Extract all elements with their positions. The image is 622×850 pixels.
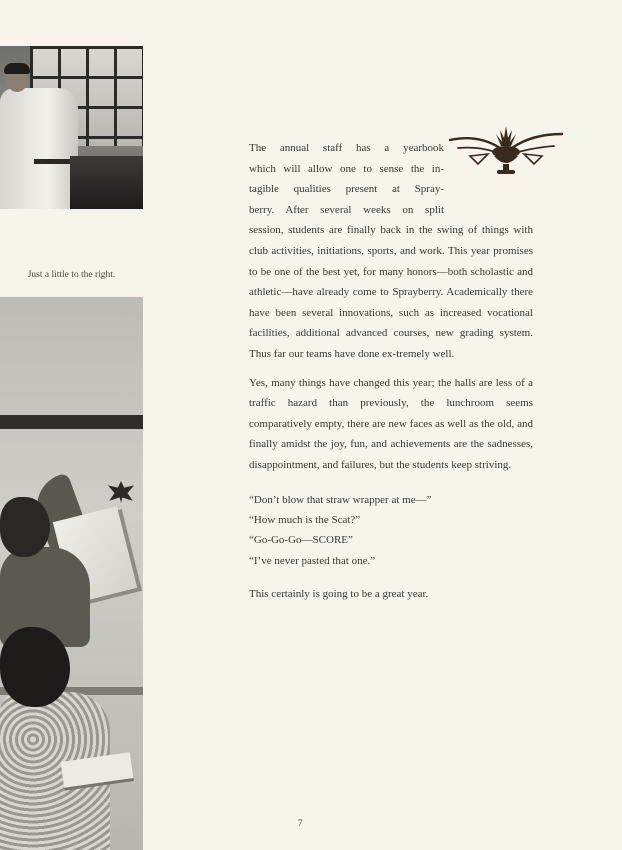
photo-man-body: [0, 88, 78, 209]
intro-line-1: The annual staff has a yearbook: [249, 142, 444, 154]
photo-leaf: [108, 481, 134, 503]
photo-student2-head: [0, 627, 70, 707]
photo-man-at-machine: [0, 46, 143, 209]
intro-line-2: which will allow one to sense the in-: [249, 162, 444, 175]
paragraph-changes: Yes, many things have changed this year; the halls are less of a traffic hazard than previously, the lunchroom seems comparatively empty, there are new faces as well as the old, and finally amidst the joy, fun, and achievements are the sadnesses, disappointment, and failures, but the students keep striving.: [249, 376, 533, 471]
photo-caption: Just a little to the right.: [27, 270, 116, 280]
photo-machine: [70, 156, 143, 209]
quotes-list: [249, 490, 533, 572]
intro-line-4: berry. After several weeks on split: [249, 203, 444, 216]
quote-4: “I’ve never pasted that one.”: [249, 554, 376, 567]
quote-1: “Don’t blow that straw wrapper at me—”: [249, 493, 432, 506]
photo-students-classroom: [0, 297, 143, 850]
photo-student1-head: [0, 497, 50, 557]
page-number: 7: [298, 818, 303, 828]
quote-2: “How much is the Scat?”: [249, 513, 361, 526]
paragraph-intro: [249, 138, 533, 365]
intro-line-3: tagible qualities present at Spray-: [249, 183, 444, 196]
closing-line: This certainly is going to be a great year.: [249, 588, 429, 601]
intro-rest: session, students are finally back in the swing of things with club activities, initiations, sports, and work. This year promises to be one of the best yet, for many honors—both scholastic and athletic—have already come to Sprayberry. Academically there have been several innovations, such as increased vocational facilities, additional advanced courses, new grading system. Thus far our teams have done ex-tremely well.: [249, 224, 533, 360]
photo-man-hair: [4, 63, 30, 74]
quote-3: “Go-Go-Go—SCORE”: [249, 534, 353, 547]
photo-wall-stripe: [0, 415, 143, 429]
body-text: [249, 138, 533, 605]
